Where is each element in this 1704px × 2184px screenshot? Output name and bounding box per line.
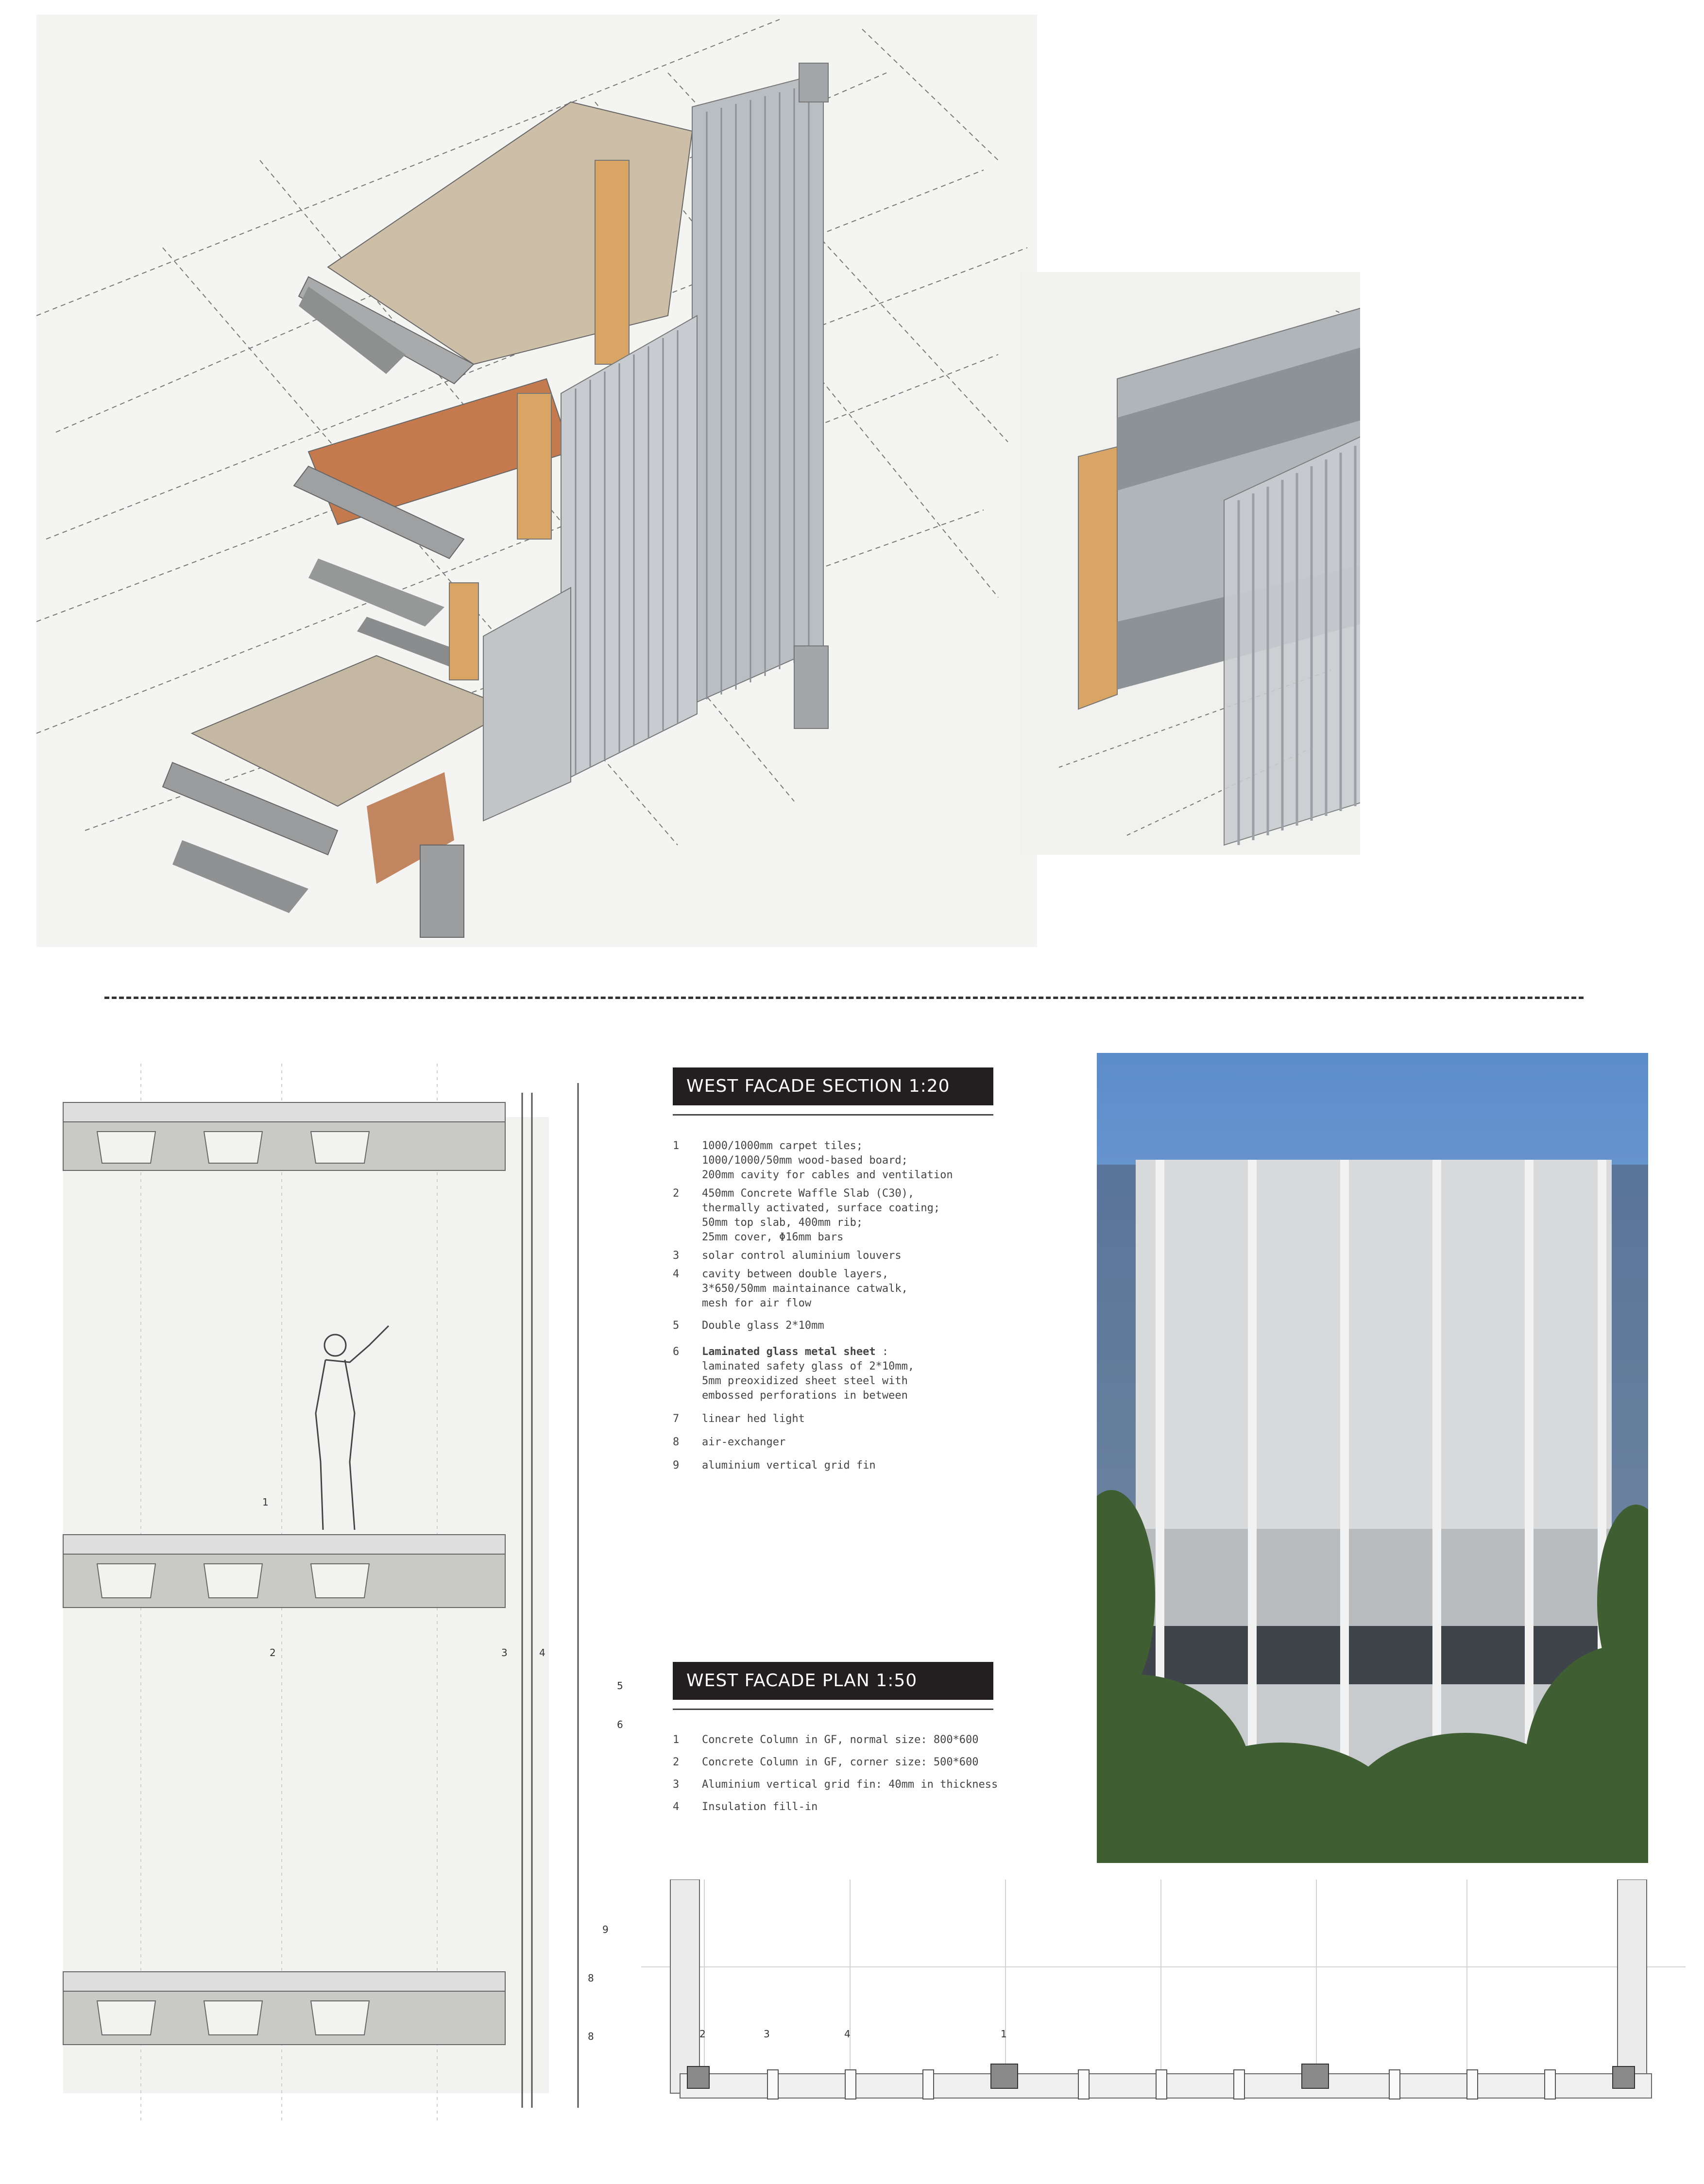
plan-note-3: 3 Aluminium vertical grid fin: 40mm in thickness: [673, 1778, 998, 1791]
section-note-6-text: : laminated safety glass of 2*10mm, 5mm preoxidized sheet steel with embossed perforations in between: [702, 1346, 915, 1402]
building-render-image: [1097, 1053, 1648, 1863]
plan-wall-left: [670, 1879, 699, 2093]
section-callout-8b: 8: [588, 2031, 594, 2042]
section-note-6: 6 Laminated glass metal sheet : laminated safety glass of 2*10mm, 5mm preoxidized sheet steel with embossed perforations in between: [673, 1346, 915, 1402]
section-note-5: 5 Double glass 2*10mm: [673, 1320, 824, 1332]
section-divider: [104, 997, 1584, 999]
plan-title: WEST FACADE PLAN 1:50: [673, 1662, 993, 1700]
wood-post-upper: [595, 160, 629, 364]
section-note-1: 1 1000/1000mm carpet tiles; 1000/1000/50mm wood-based board; 200mm cavity for cables and ventilation: [673, 1140, 953, 1181]
plan-note-1: 1 Concrete Column in GF, normal size: 800*600: [673, 1734, 979, 1746]
section-notes: [673, 1139, 1022, 1472]
isometric-facade-detail: [36, 15, 1037, 947]
section-callout-3: 3: [501, 1647, 508, 1659]
plan-note-4: 4 Insulation fill-in: [673, 1801, 818, 1813]
plan-title-rule: [673, 1709, 993, 1710]
plan-notes: [673, 1733, 1042, 1814]
plan-legend: [673, 1662, 993, 1710]
section-callout-4: 4: [539, 1647, 545, 1659]
render-fin-band: [1136, 1529, 1612, 1626]
section-slab-middle: [63, 1535, 505, 1608]
plan-note-2: 2 Concrete Column in GF, corner size: 500*600: [673, 1756, 979, 1768]
section-note-6-bold: Laminated glass metal sheet: [702, 1346, 876, 1358]
plan-callout-1: 1: [1001, 2028, 1007, 2040]
section-note-9: 9 aluminium vertical grid fin: [673, 1459, 876, 1472]
render-glazed-band: [1136, 1626, 1612, 1684]
section-slab-bottom: [63, 1972, 505, 2045]
plan-drawing-svg: [641, 1879, 1686, 2132]
isometric-drawing: [36, 15, 1037, 947]
west-facade-plan-drawing: [641, 1879, 1686, 2132]
render-svg: [1097, 1053, 1648, 1863]
section-callout-2: 2: [270, 1647, 276, 1659]
section-title: WEST FACADE SECTION 1:20: [673, 1067, 993, 1105]
wood-post-lower: [449, 583, 478, 680]
section-legend: [673, 1067, 993, 1116]
iso-slab-bottom: [163, 656, 512, 937]
section-note-4: 4 cavity between double layers, 3*650/50mm maintainance catwalk, mesh for air flow: [673, 1268, 908, 1309]
section-callout-9: 9: [602, 1924, 609, 1935]
wood-post-middle: [517, 393, 551, 539]
section-callout-5: 5: [617, 1680, 623, 1692]
section-callout-8a: 8: [588, 1972, 594, 1984]
plan-wall-right: [1618, 1879, 1647, 2093]
section-note-2: 2 450mm Concrete Waffle Slab (C30), thermally activated, surface coating; 50mm top slab, 400mm rib; 25mm cover, Φ16mm bars: [673, 1187, 940, 1243]
section-callout-1: 1: [262, 1496, 269, 1508]
west-facade-section-drawing: [58, 1064, 661, 2122]
section-note-3: 3 solar control aluminium louvers: [673, 1250, 902, 1262]
plan-callout-4: 4: [844, 2028, 851, 2040]
plan-callout-2: 2: [699, 2028, 706, 2040]
section-slab-top: [63, 1102, 505, 1170]
iso-slab-top: [299, 102, 692, 384]
section-callout-6: 6: [617, 1719, 623, 1730]
plan-callout-3: 3: [764, 2028, 770, 2040]
closeup-wood-layer: [1078, 447, 1117, 709]
isometric-facade-closeup: [1020, 272, 1360, 855]
plan-grid: [641, 1879, 1686, 2098]
section-note-7: 7 linear hed light: [673, 1413, 805, 1425]
section-title-rule: [673, 1114, 993, 1116]
closeup-drawing: [1020, 272, 1360, 855]
section-note-8: 8 air-exchanger: [673, 1436, 786, 1448]
section-drawing-svg: [58, 1064, 661, 2122]
